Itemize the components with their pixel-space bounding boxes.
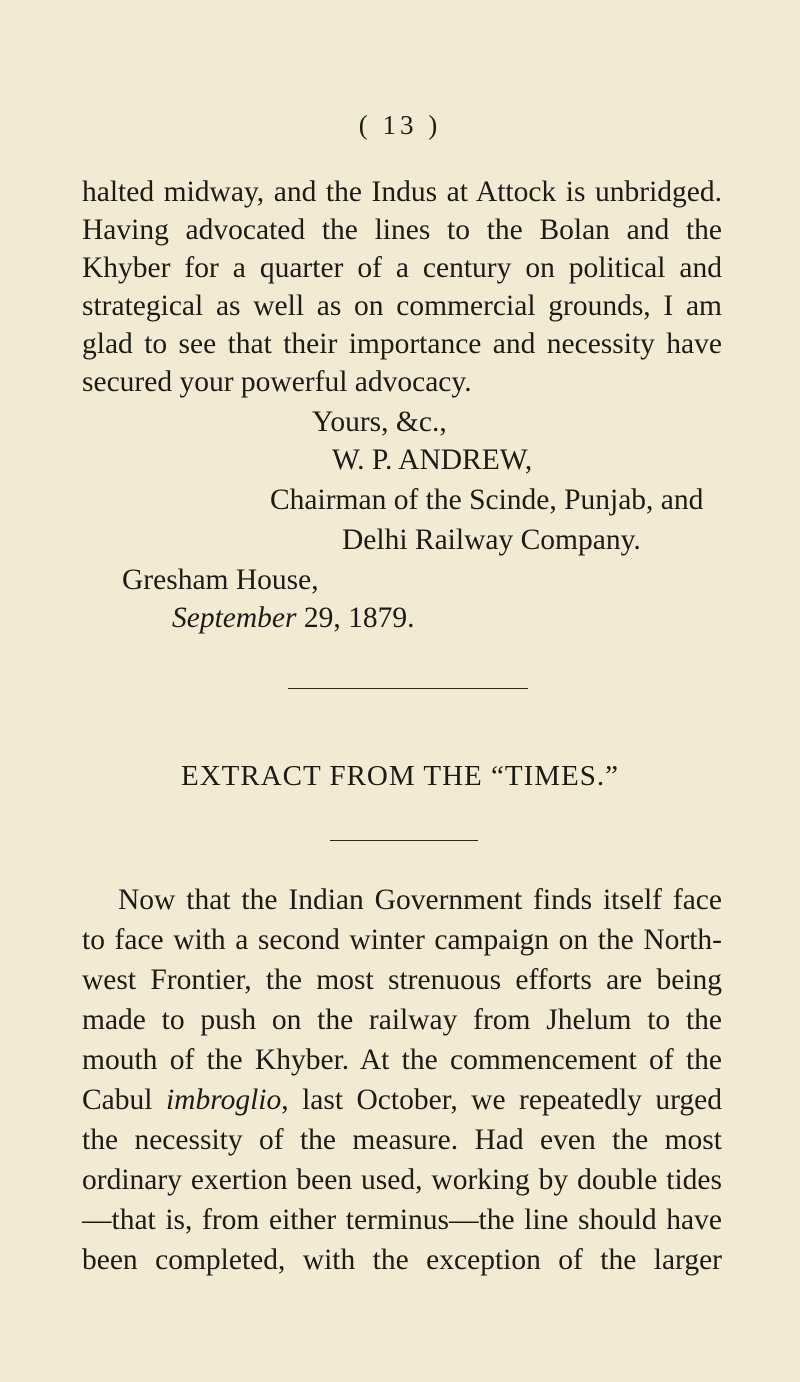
extract-line-7: the necessity of the measure. Had even the most	[82, 1124, 722, 1156]
divider-rule-top	[288, 688, 528, 689]
letter-date	[172, 604, 415, 634]
extract-line-6-post: , last October, we repeatedly urged	[281, 1084, 722, 1116]
letter-closing: Yours, &c.,	[312, 406, 447, 438]
page-number: ( 13 )	[358, 110, 442, 140]
extract-line-9: —that is, from either terminus—the line should have	[82, 1204, 722, 1236]
letter-line-1: halted midway, and the Indus at Attock is unbridged.	[82, 176, 722, 208]
extract-line-10: been completed, with the exception of the larger	[82, 1244, 722, 1276]
extract-line-6	[82, 1086, 722, 1116]
divider-rule-bottom	[330, 840, 478, 841]
extract-line-6-italic: imbroglio	[165, 1084, 282, 1116]
extract-line-3: west Frontier, the most strenuous efforts are being	[82, 964, 722, 996]
letter-signatory: W. P. ANDREW,	[332, 444, 533, 476]
extract-heading: EXTRACT FROM THE “TIMES.”	[181, 760, 619, 792]
letter-date-rest: 29, 1879.	[296, 602, 415, 634]
letter-date-month: September	[172, 602, 297, 634]
letter-line-2: Having advocated the lines to the Bolan and the	[82, 214, 722, 246]
extract-line-2: to face with a second winter campaign on the North-	[82, 924, 722, 956]
letter-address: Gresham House,	[122, 564, 319, 596]
letter-title-line-1: Chairman of the Scinde, Punjab, and	[270, 484, 704, 516]
letter-line-6: secured your powerful advocacy.	[82, 366, 472, 398]
extract-line-5: mouth of the Khyber. At the commencement of the	[82, 1044, 722, 1076]
letter-line-5: glad to see that their importance and necessity have	[82, 328, 722, 360]
letter-line-4: strategical as well as on commercial grounds, I am	[82, 290, 722, 322]
extract-line-1: Now that the Indian Government finds itself face	[118, 884, 722, 916]
letter-line-3: Khyber for a quarter of a century on political and	[82, 252, 722, 284]
letter-title-line-2: Delhi Railway Company.	[342, 524, 641, 556]
extract-line-4: made to push on the railway from Jhelum to the	[82, 1004, 722, 1036]
extract-line-8: ordinary exertion been used, working by double tides	[82, 1164, 722, 1196]
extract-line-6-pre: Cabul	[82, 1084, 166, 1116]
